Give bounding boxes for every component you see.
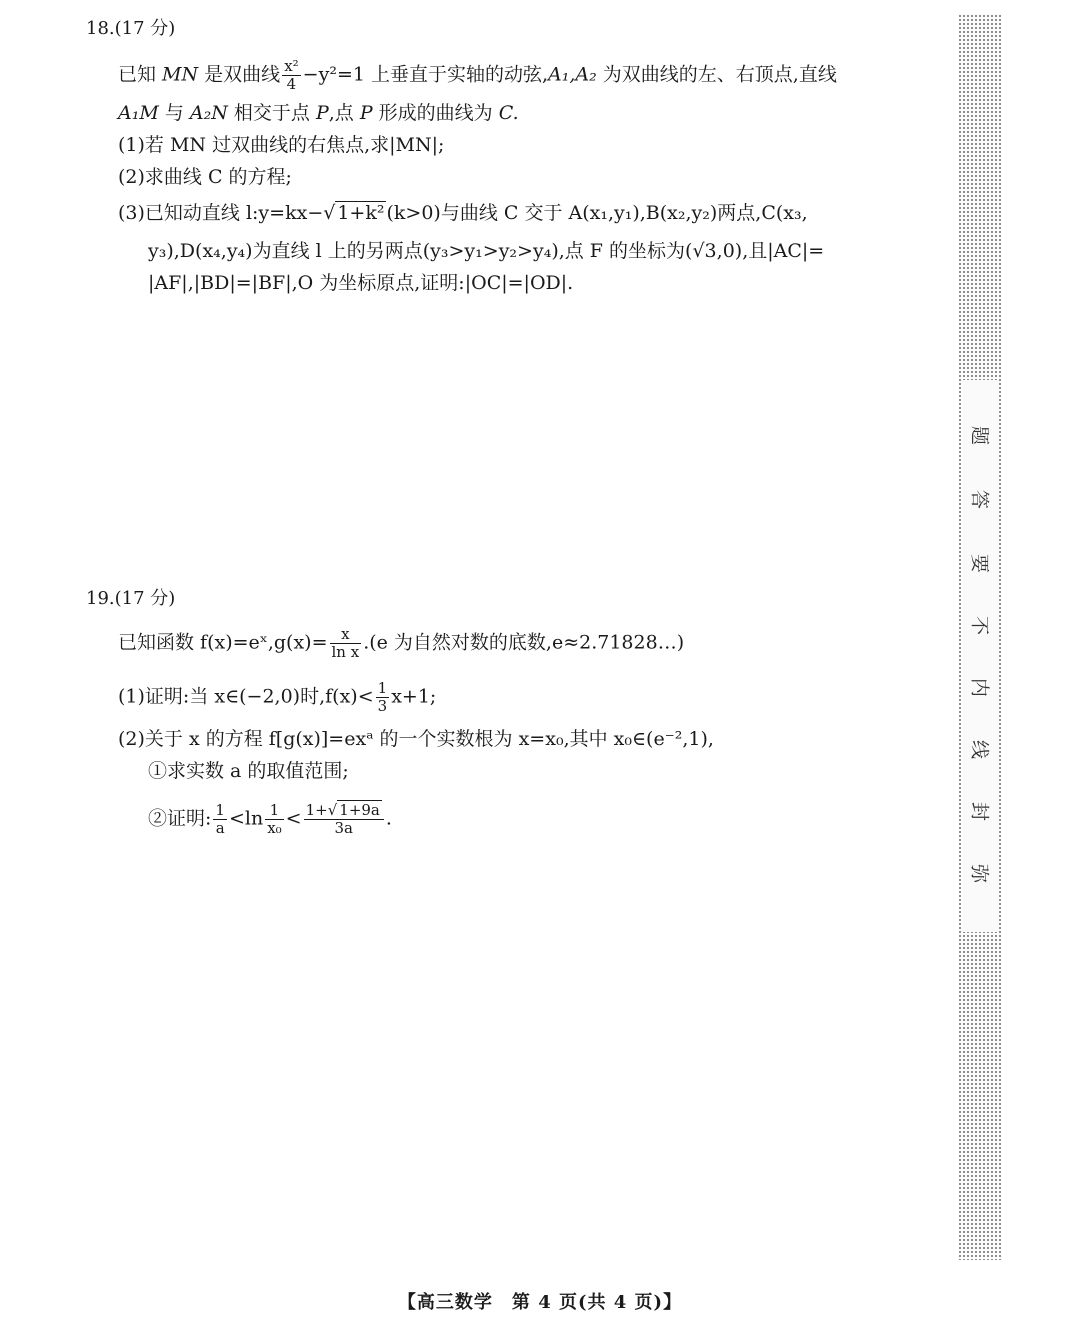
question-18-stem-line-2: A₁M 与 A₂N 相交于点 P,点 P 形成的曲线为 C. [118,102,519,124]
fraction-upper-bound: $\frac{1+√ 1+9a}{3a}$ [304,802,384,837]
margin-notice-char: 线 [968,739,991,759]
margin-notice-char: 弥 [968,863,991,883]
sqrt-1-plus-k2: 1+k² [337,202,385,224]
fraction-one-third: $\frac{1}{3}$ [377,679,388,715]
fraction-x2-over-4: $\frac{\text{x²}}{4}$ [284,57,299,93]
fraction-x-over-lnx: $\frac{x}{\text{ln x}}$ [331,625,360,661]
binding-margin-panel [963,380,999,932]
question-18-part-3-line-3: |AF|,|BD|=|BF|,O 为坐标原点,证明:|OC|=|OD|. [148,272,574,294]
question-19-stem: 已知函数 f(x)=eˣ,g(x)= $\frac{x}{\text{ln x}}$ .(e 为自然对数的底数,e≈2.71828…) [118,625,685,661]
question-18-part-3-line-2: y₃),D(x₄,y₄)为直线 l 上的另两点(y₃>y₁>y₂>y₄),点 F 的坐标为(√3,0),且|AC|= [148,240,825,262]
margin-notice-char: 封 [968,801,991,821]
question-19-part-1: (1)证明:当 x∈(−2,0)时,f(x)< $\frac{1}{3}$ x+1; [118,679,437,715]
question-19-number: 19.(17 分) [86,588,176,609]
question-19-part-2: (2)关于 x 的方程 f[g(x)]=exᵃ 的一个实数根为 x=x₀,其中 x₀∈(e⁻²,1), [118,728,714,750]
sqrt-3: √3 [692,240,717,262]
margin-notice-char: 答 [968,489,991,509]
question-18-number: 18.(17 分) [86,18,176,39]
question-19-part-2-i: ①求实数 a 的取值范围; [148,760,349,782]
margin-notice-char: 不 [968,615,991,635]
fraction-1-over-x0: $\frac{1}{\text{x₀}}$ [267,801,282,837]
fraction-1-over-a: $\frac{1}{a}$ [215,801,225,837]
margin-notice-char: 要 [968,553,991,573]
margin-notice-char: 题 [968,425,991,445]
question-18-part-2: (2)求曲线 C 的方程; [118,166,292,188]
question-18-part-3-line-1: (3)已知动直线 l:y=kx−√ 1+k² (k>0)与曲线 C 交于 A(x₁,y₁),B(x₂,y₂)两点,C(x₃, [118,202,808,224]
margin-notice-char: 内 [968,677,991,697]
page-footer: 【高三数学 第 4 页(共 4 页)】 [397,1292,683,1313]
question-18-part-1: (1)若 MN 过双曲线的右焦点,求|MN|; [118,134,445,156]
question-18-stem-line-1: 已知 MN 是双曲线 $\frac{\text{x²}}{4}$ −y²=1 上垂直于实轴的动弦,A₁,A₂ 为双曲线的左、右顶点,直线 [118,57,837,93]
question-19-part-2-ii: ②证明: $\frac{1}{a}$ <ln $\frac{1}{\text{x₀}}$ < $\frac{1+√ 1+9a}{3a}$ . [148,801,392,837]
